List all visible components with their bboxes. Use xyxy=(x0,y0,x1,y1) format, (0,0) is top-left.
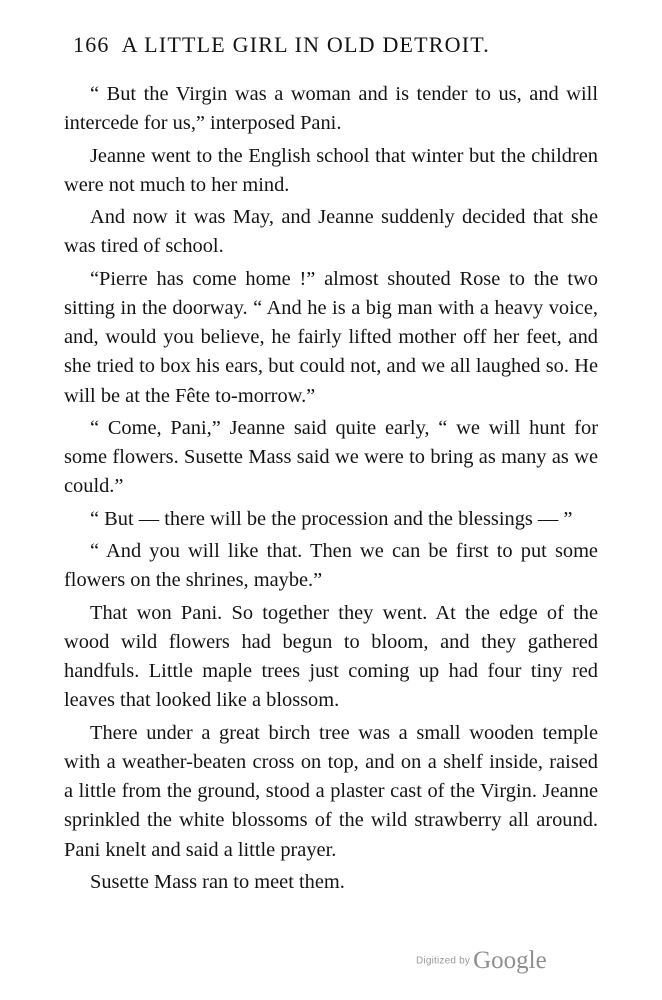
paragraph: “ Come, Pani,” Jeanne said quite early, “ we will hunt for some flowers. Susette Mass said we were to bring as many as we could.” xyxy=(64,416,598,498)
paragraph: “ But the Virgin was a woman and is tender to us, and will intercede for us,” interposed Pani. xyxy=(64,83,598,135)
paragraph: There under a great birch tree was a small wooden temple with a weather-beaten cross on top, and on a shelf inside, raised a little from the ground, stood a plaster cast of the Virgin. Jeanne sprinkled the white blossoms of the wild strawberry all around. Pani knelt and said a little prayer. xyxy=(64,721,598,861)
running-title: A LITTLE GIRL IN OLD DETROIT. xyxy=(121,32,490,57)
page-number: 166 xyxy=(73,32,110,57)
watermark-prefix: Digitized by xyxy=(416,955,471,967)
paragraph: That won Pani. So together they went. At the edge of the wood wild flowers had begun to bloom, and they gathered handfuls. Little maple trees just coming up had four tiny red leaves that looked like a blossom. xyxy=(64,601,598,712)
paragraph: Susette Mass ran to meet them. xyxy=(90,870,345,893)
paragraph: “Pierre has come home !” almost shouted Rose to the two sitting in the doorway. “ And he is a big man with a heavy voice, and, would you believe, he fairly lifted mother off her feet, and she tried to box his ears, but could not, and we all laughed so. He will be at the Fête to-morrow.” xyxy=(64,267,598,407)
paragraph: “ And you will like that. Then we can be first to put some flowers on the shrines, maybe.” xyxy=(64,540,598,592)
running-header xyxy=(73,30,593,60)
paragraph: Jeanne went to the English school that winter but the children were not much to her mind. xyxy=(64,144,598,196)
paragraph: And now it was May, and Jeanne suddenly decided that she was tired of school. xyxy=(64,206,598,258)
paragraph: “ But — there will be the procession and the blessings — ” xyxy=(90,507,573,530)
google-logo-text: Google xyxy=(473,947,547,974)
digitized-watermark xyxy=(416,947,547,975)
body-text xyxy=(64,80,598,900)
